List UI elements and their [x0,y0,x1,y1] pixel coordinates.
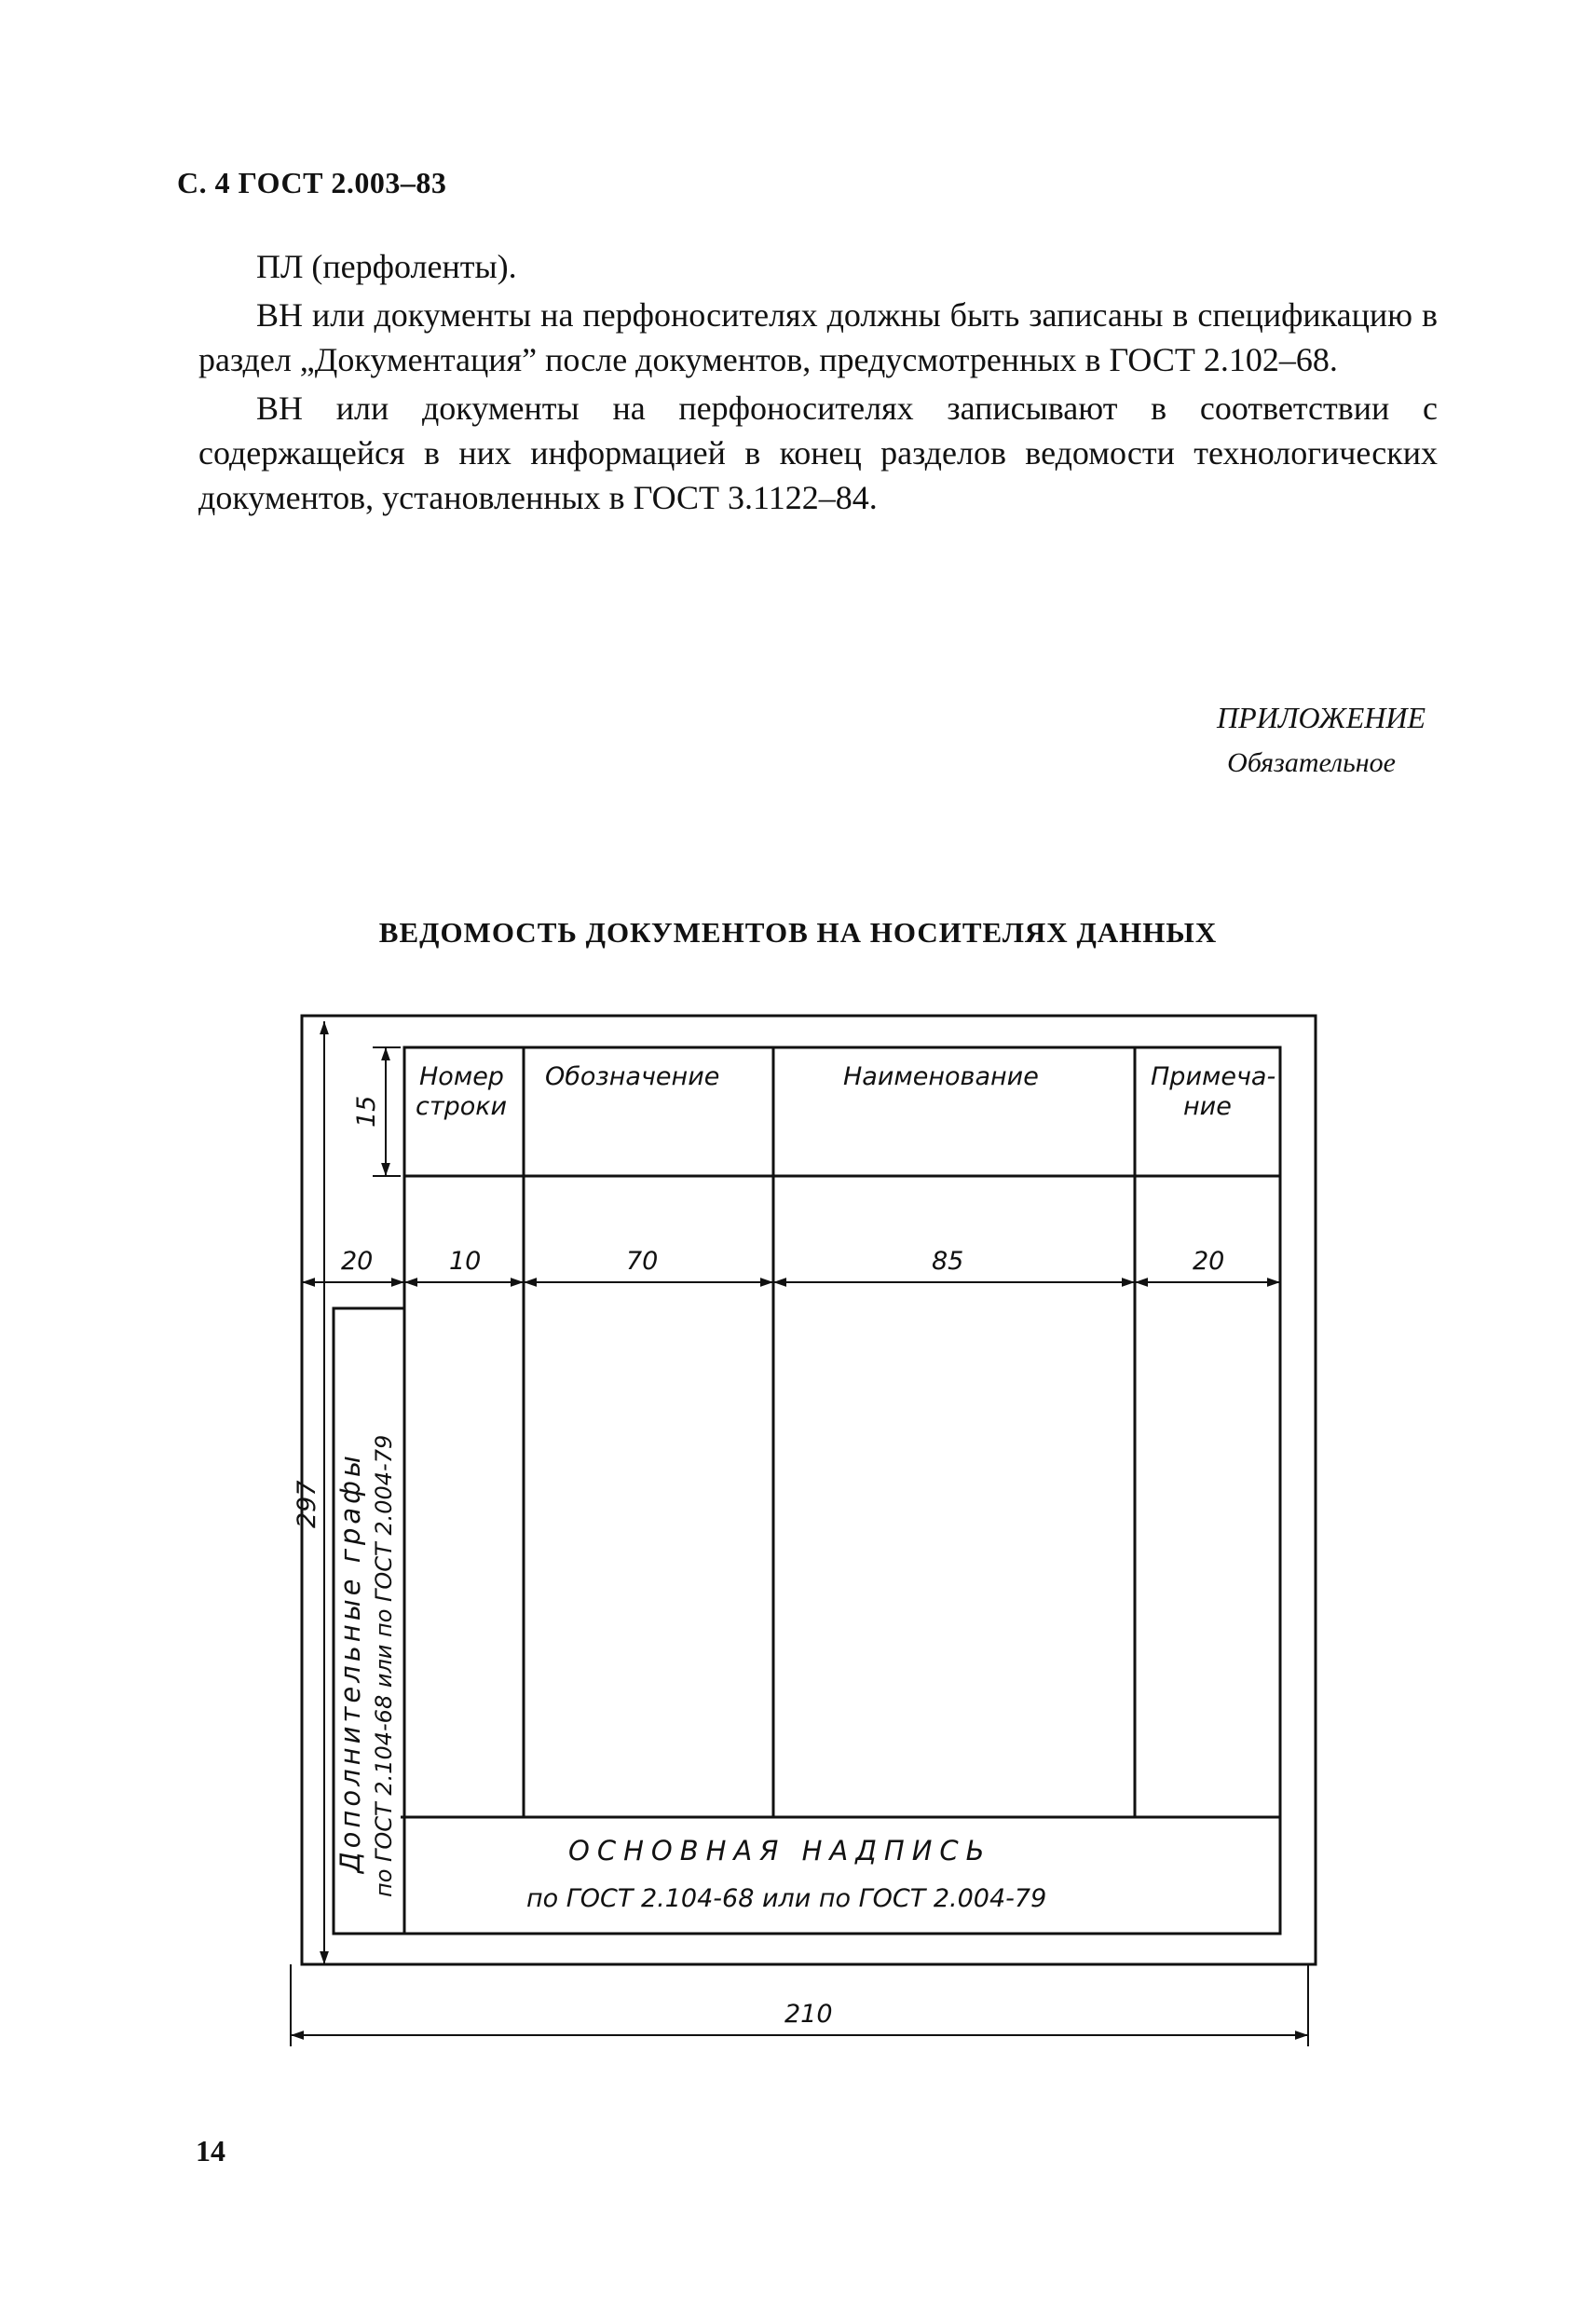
column-header: Наименование [843,1062,1039,1091]
paragraph: ВН или документы на перфоносителях должны быть записаны в спецификацию в раздел „Документация” после документов, предусмотренных в ГОСТ 2.102–68. [198,296,1438,378]
dim-label: 20 [341,1247,374,1276]
page-header: С. 4 ГОСТ 2.003–83 [177,166,447,199]
column-header: строки [416,1092,508,1121]
dim-label: 10 [449,1247,482,1276]
paragraph: ПЛ (перфоленты). [256,248,517,285]
dim-label: 297 [293,1480,321,1528]
dim-label: 15 [352,1095,381,1128]
side-text: Дополнительные графы [334,1452,366,1873]
column-header: Номер [419,1062,504,1091]
column-header: Обозначение [545,1062,720,1091]
paragraph: ВН или документы на перфоносителях записывают в соответствии с содержащейся в них информацией в конец разделов ведомости технологических документов, установленных в ГОСТ 3.1122–84. [198,390,1438,516]
form-title: ВЕДОМОСТЬ ДОКУМЕНТОВ НА НОСИТЕЛЯХ ДАННЫХ [378,916,1218,949]
column-header: ние [1183,1092,1232,1121]
appendix-title: ПРИЛОЖЕНИЕ [1217,701,1425,734]
dim-label: 20 [1193,1247,1225,1276]
side-text: по ГОСТ 2.104-68 или по ГОСТ 2.004-79 [371,1434,397,1897]
dim-label: 85 [932,1247,964,1276]
appendix-subtitle: Обязательное [1227,747,1396,778]
sheet-border [302,1016,1316,1964]
stamp-subtitle: по ГОСТ 2.104-68 или по ГОСТ 2.004-79 [526,1884,1047,1913]
stamp-title: ОСНОВНАЯ НАДПИСЬ [568,1835,992,1867]
field-frame [404,1047,1280,1934]
page-number: 14 [196,2134,225,2167]
column-header: Примеча- [1151,1062,1276,1091]
form-frame [302,1016,1316,1964]
dim-label: 70 [626,1247,659,1276]
dim-label: 210 [784,2000,833,2029]
